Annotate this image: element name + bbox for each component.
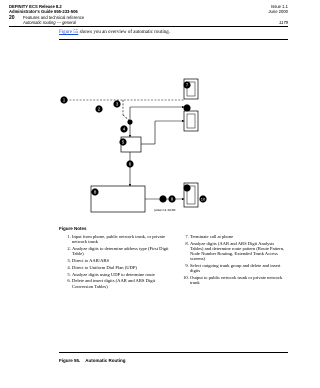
note-item: 8. Analyze digits (AAR and ARS Digit Analysis Tables) and determine route pattern (Route Pattern, Node Number Routing, Extended Trunk Access screens) xyxy=(190,241,288,262)
callout-marker-lower xyxy=(183,184,190,191)
svg-text:6: 6 xyxy=(128,161,132,167)
section-title: Automatic routing — general xyxy=(23,19,77,25)
figure-link[interactable]: Figure 55 xyxy=(59,30,79,35)
svg-text:8: 8 xyxy=(93,189,97,195)
note-item: 1. Input from phone, public network trunk, or private network trunk xyxy=(72,234,172,244)
svg-text:3: 3 xyxy=(115,101,119,107)
figure-notes-right xyxy=(180,234,288,287)
note-item: 2. Analyze digits to determine address type (First Digit Table) xyxy=(72,246,172,256)
aar-ars-analysis-box xyxy=(91,186,145,212)
guide-name: Administrator's Guide xyxy=(9,9,53,14)
running-header-left xyxy=(9,4,78,14)
svg-text:5: 5 xyxy=(121,139,125,145)
callout-7 xyxy=(183,81,190,88)
callout-1 xyxy=(60,96,67,103)
running-header-right xyxy=(268,4,288,14)
note-item: 9. Select outgoing trunk group and delete and insert digits xyxy=(190,263,288,273)
callout-4 xyxy=(120,125,127,132)
callout-10 xyxy=(199,195,206,202)
callout-5 xyxy=(119,138,126,145)
figure-notes-title: Figure Notes xyxy=(59,226,87,231)
note-item: 10. Output to public network trunk or private network trunk xyxy=(190,275,288,285)
svg-text:4: 4 xyxy=(122,126,126,132)
svg-text:2: 2 xyxy=(97,106,101,112)
callout-marker xyxy=(159,195,166,202)
callout-2 xyxy=(95,105,102,112)
issue-date: June 2000 xyxy=(268,9,288,14)
note-item: 3. Direct to AAR/ARS xyxy=(72,258,172,263)
figure-notes-left xyxy=(62,234,172,290)
intro-paragraph xyxy=(59,30,170,35)
note-item: 5. Analyze digits using UDP to determine route xyxy=(72,272,172,277)
figure-caption xyxy=(59,358,126,363)
note-item: 4. Direct to Uniform Dial Plan (UDP) xyxy=(72,265,172,270)
note-item: 6. Delete and insert digits (AAR and ARS Digit Conversion Tables) xyxy=(72,278,172,288)
callout-3 xyxy=(113,100,120,107)
intro-text: shows you an overview of automatic routing. xyxy=(78,30,170,35)
automatic-routing-diagram xyxy=(59,69,290,221)
svg-text:10: 10 xyxy=(200,196,206,202)
callout-6 xyxy=(126,160,133,167)
chapter-number: 20 xyxy=(9,14,15,21)
callout-marker-upper xyxy=(183,104,190,111)
figure-code: pcdfasr CJL 101398 xyxy=(154,209,176,212)
figure-label: Figure 55. xyxy=(59,358,81,363)
figure-title: Automatic Routing xyxy=(85,358,126,363)
header-rule xyxy=(9,26,288,27)
note-item: 7. Terminate call at phone xyxy=(190,234,288,239)
page-number: 1179 xyxy=(278,20,288,25)
callout-8 xyxy=(91,188,98,195)
figure-top-rule xyxy=(59,39,288,40)
svg-text:7: 7 xyxy=(185,82,189,88)
chapter-heading xyxy=(23,15,84,26)
callout-9 xyxy=(168,195,175,202)
svg-text:1: 1 xyxy=(62,97,66,103)
chapter-title: Features and technical reference xyxy=(23,14,85,20)
issue: Issue 1.1 xyxy=(271,4,288,9)
product-name: DEFINITY ECS Release 8.2 xyxy=(9,4,62,9)
caption-rule xyxy=(59,352,288,353)
svg-text:9: 9 xyxy=(170,196,174,202)
doc-number: 555-233-506 xyxy=(53,9,78,14)
